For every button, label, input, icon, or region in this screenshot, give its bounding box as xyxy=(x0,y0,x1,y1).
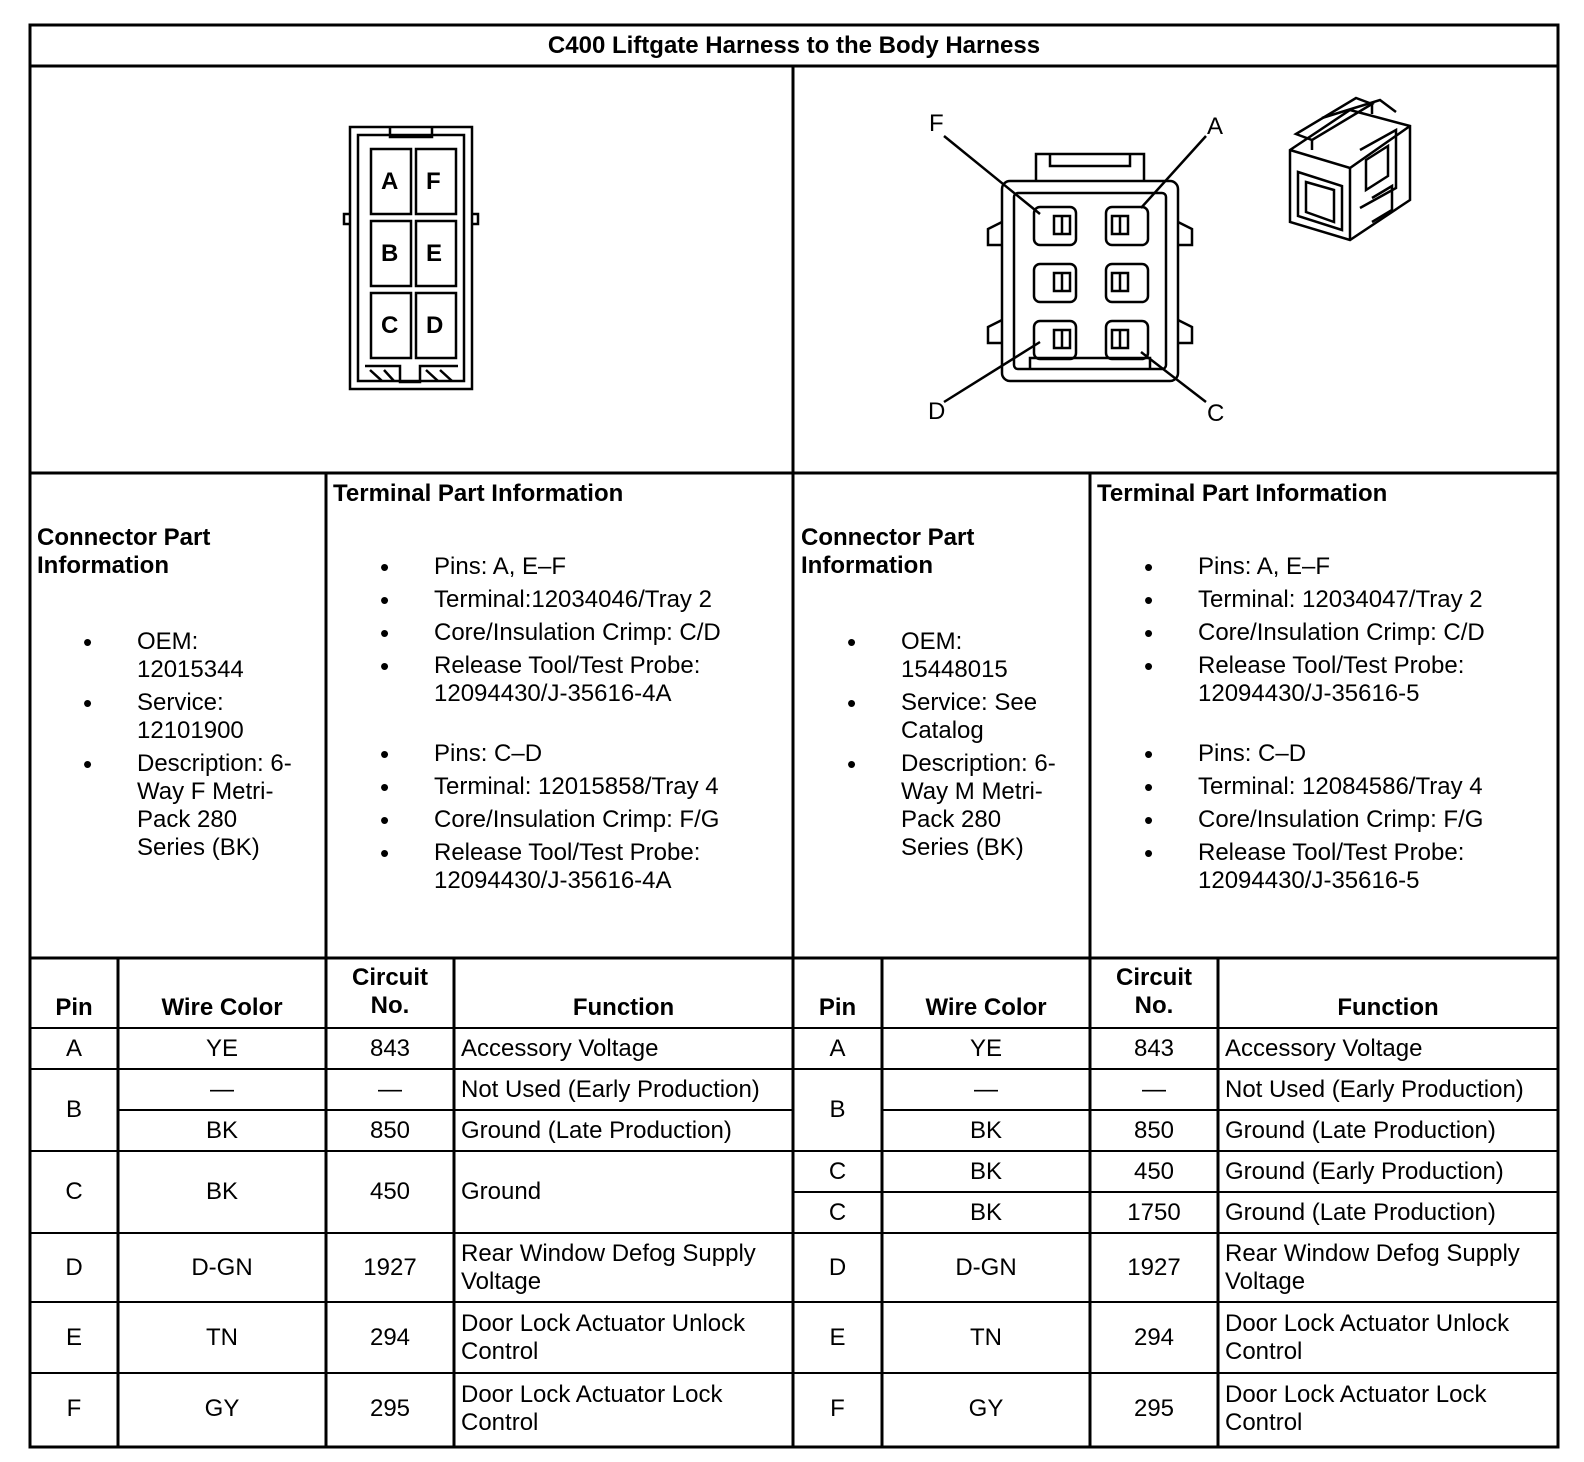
right-connector-heading: Connector Part Information xyxy=(801,524,975,579)
table-cell-circuit: — xyxy=(1142,1076,1166,1103)
table-cell-circuit: 1750 xyxy=(1127,1199,1181,1226)
table-cell-pin: F xyxy=(66,1395,82,1422)
table-cell-function: Not Used (Early Production) xyxy=(1225,1076,1524,1103)
table-cell-function: Ground (Early Production) xyxy=(1225,1158,1504,1185)
table-cell-pin: C xyxy=(828,1158,847,1185)
list-item: • Core/Insulation Crimp: F/G xyxy=(1148,806,1538,834)
list-item: • Pins: C–D xyxy=(1148,740,1538,768)
list-item: • Service: 12101900 xyxy=(87,689,307,745)
table-cell-circuit: 1927 xyxy=(1127,1254,1181,1281)
right-col-circuit: Circuit No. xyxy=(1115,964,1192,1019)
list-item: • Pins: C–D xyxy=(384,740,774,768)
list-item: • Terminal: 12034047/Tray 2 xyxy=(1148,586,1538,614)
list-item: • Terminal: 12084586/Tray 4 xyxy=(1148,773,1538,801)
table-cell-color: — xyxy=(974,1076,998,1103)
pin-label-d: D xyxy=(426,312,444,339)
table-cell-pin: A xyxy=(65,1035,82,1062)
list-item: • Release Tool/Test Probe: 12094430/J-35616-5 xyxy=(1148,652,1538,708)
right-connector-list xyxy=(851,628,1071,867)
table-cell-pin: A xyxy=(829,1035,846,1062)
right-col-wire-color: Wire Color xyxy=(925,994,1047,1021)
table-cell-function: Door Lock Actuator Lock Control xyxy=(1225,1381,1487,1436)
list-item: • Release Tool/Test Probe: 12094430/J-35616-4A xyxy=(384,839,774,895)
table-cell-circuit: 843 xyxy=(369,1035,411,1062)
table-cell-function: Ground (Late Production) xyxy=(1225,1199,1496,1226)
callout-f: F xyxy=(929,110,944,137)
pin-label-b: B xyxy=(381,240,399,267)
male-connector-face-drawing xyxy=(944,136,1206,402)
table-cell-color: YE xyxy=(205,1035,238,1062)
table-cell-pin: B xyxy=(65,1096,82,1123)
table-cell-function: Not Used (Early Production) xyxy=(461,1076,760,1103)
table-cell-pin: C xyxy=(65,1178,83,1205)
table-cell-circuit: 850 xyxy=(1133,1117,1175,1144)
female-connector-face-drawing xyxy=(344,127,478,389)
left-col-function: Function xyxy=(572,994,675,1021)
table-cell-function: Ground (Late Production) xyxy=(1225,1117,1496,1144)
callout-d: D xyxy=(928,398,946,425)
left-col-wire-color: Wire Color xyxy=(161,994,283,1021)
table-cell-circuit: — xyxy=(378,1076,402,1103)
list-item: • OEM: 15448015 xyxy=(851,628,1071,684)
table-cell-pin: D xyxy=(828,1254,847,1281)
list-item: • Release Tool/Test Probe: 12094430/J-35616-5 xyxy=(1148,839,1538,895)
callout-a: A xyxy=(1207,113,1224,140)
table-cell-color: GY xyxy=(204,1395,240,1422)
table-cell-function: Rear Window Defog Supply Voltage xyxy=(1225,1240,1520,1295)
table-cell-circuit: 294 xyxy=(369,1324,411,1351)
table-cell-color: TN xyxy=(206,1324,238,1351)
list-item: • Description: 6-Way F Metri-Pack 280 Series (BK) xyxy=(87,750,307,862)
list-item: • Release Tool/Test Probe: 12094430/J-35616-4A xyxy=(384,652,774,708)
table-cell-function: Ground (Late Production) xyxy=(461,1117,732,1144)
table-cell-pin: E xyxy=(65,1324,82,1351)
table-cell-circuit: 850 xyxy=(369,1117,411,1144)
table-cell-pin: F xyxy=(830,1395,845,1422)
left-col-circuit: Circuit No. xyxy=(351,964,428,1019)
list-item: • Pins: A, E–F xyxy=(1148,553,1538,581)
table-cell-function: Door Lock Actuator Unlock Control xyxy=(461,1310,746,1365)
table-cell-circuit: 294 xyxy=(1133,1324,1175,1351)
list-item: • Service: See Catalog xyxy=(851,689,1071,745)
table-cell-circuit: 843 xyxy=(1133,1035,1175,1062)
pin-label-e: E xyxy=(426,240,443,267)
list-item: • Core/Insulation Crimp: F/G xyxy=(384,806,774,834)
table-cell-circuit: 295 xyxy=(369,1395,411,1422)
table-cell-color: TN xyxy=(970,1324,1002,1351)
table-cell-pin: B xyxy=(829,1096,846,1123)
table-cell-function: Ground xyxy=(461,1178,542,1205)
right-col-pin: Pin xyxy=(818,994,857,1021)
table-cell-circuit: 1927 xyxy=(363,1254,417,1281)
list-item: • Terminal: 12015858/Tray 4 xyxy=(384,773,774,801)
table-cell-color: GY xyxy=(968,1395,1004,1422)
right-col-function: Function xyxy=(1337,994,1439,1021)
connector-3d-sketch xyxy=(1290,98,1410,240)
table-cell-circuit: 295 xyxy=(1133,1395,1175,1422)
list-item: • OEM: 12015344 xyxy=(87,628,307,684)
list-item: • Core/Insulation Crimp: C/D xyxy=(384,619,774,647)
page-title: C400 Liftgate Harness to the Body Harness xyxy=(547,32,1041,59)
table-cell-color: BK xyxy=(969,1117,1002,1144)
left-connector-heading: Connector Part Information xyxy=(37,524,211,579)
table-cell-pin: D xyxy=(65,1254,83,1281)
right-terminal-heading: Terminal Part Information xyxy=(1097,480,1388,507)
table-cell-color: BK xyxy=(205,1117,238,1144)
left-connector-list xyxy=(87,628,307,867)
left-terminal-heading: Terminal Part Information xyxy=(333,480,624,507)
pin-label-f: F xyxy=(426,168,441,195)
table-cell-color: D-GN xyxy=(955,1254,1017,1281)
table-cell-color: BK xyxy=(969,1199,1002,1226)
callout-c: C xyxy=(1207,400,1225,427)
list-item: • Terminal:12034046/Tray 2 xyxy=(384,586,774,614)
table-cell-circuit: 450 xyxy=(1133,1158,1175,1185)
table-cell-color: D-GN xyxy=(191,1254,253,1281)
table-cell-function: Rear Window Defog Supply Voltage xyxy=(461,1240,756,1295)
pin-label-c: C xyxy=(381,312,399,339)
table-cell-pin: E xyxy=(829,1324,846,1351)
list-item: • Core/Insulation Crimp: C/D xyxy=(1148,619,1538,647)
table-cell-function: Accessory Voltage xyxy=(1225,1035,1423,1062)
table-cell-pin: C xyxy=(828,1199,847,1226)
table-cell-function: Door Lock Actuator Unlock Control xyxy=(1225,1310,1510,1365)
left-terminal-list xyxy=(384,553,774,900)
table-cell-color: BK xyxy=(969,1158,1002,1185)
left-col-pin: Pin xyxy=(55,994,93,1021)
right-terminal-list xyxy=(1148,553,1538,900)
table-cell-circuit: 450 xyxy=(369,1178,411,1205)
pin-label-a: A xyxy=(381,168,399,195)
table-cell-color: YE xyxy=(969,1035,1002,1062)
table-cell-function: Accessory Voltage xyxy=(461,1035,659,1062)
table-cell-color: — xyxy=(210,1076,234,1103)
list-item: • Pins: A, E–F xyxy=(384,553,774,581)
table-cell-color: BK xyxy=(205,1178,238,1205)
list-item: • Description: 6-Way M Metri-Pack 280 Series (BK) xyxy=(851,750,1071,862)
table-cell-function: Door Lock Actuator Lock Control xyxy=(461,1381,723,1436)
